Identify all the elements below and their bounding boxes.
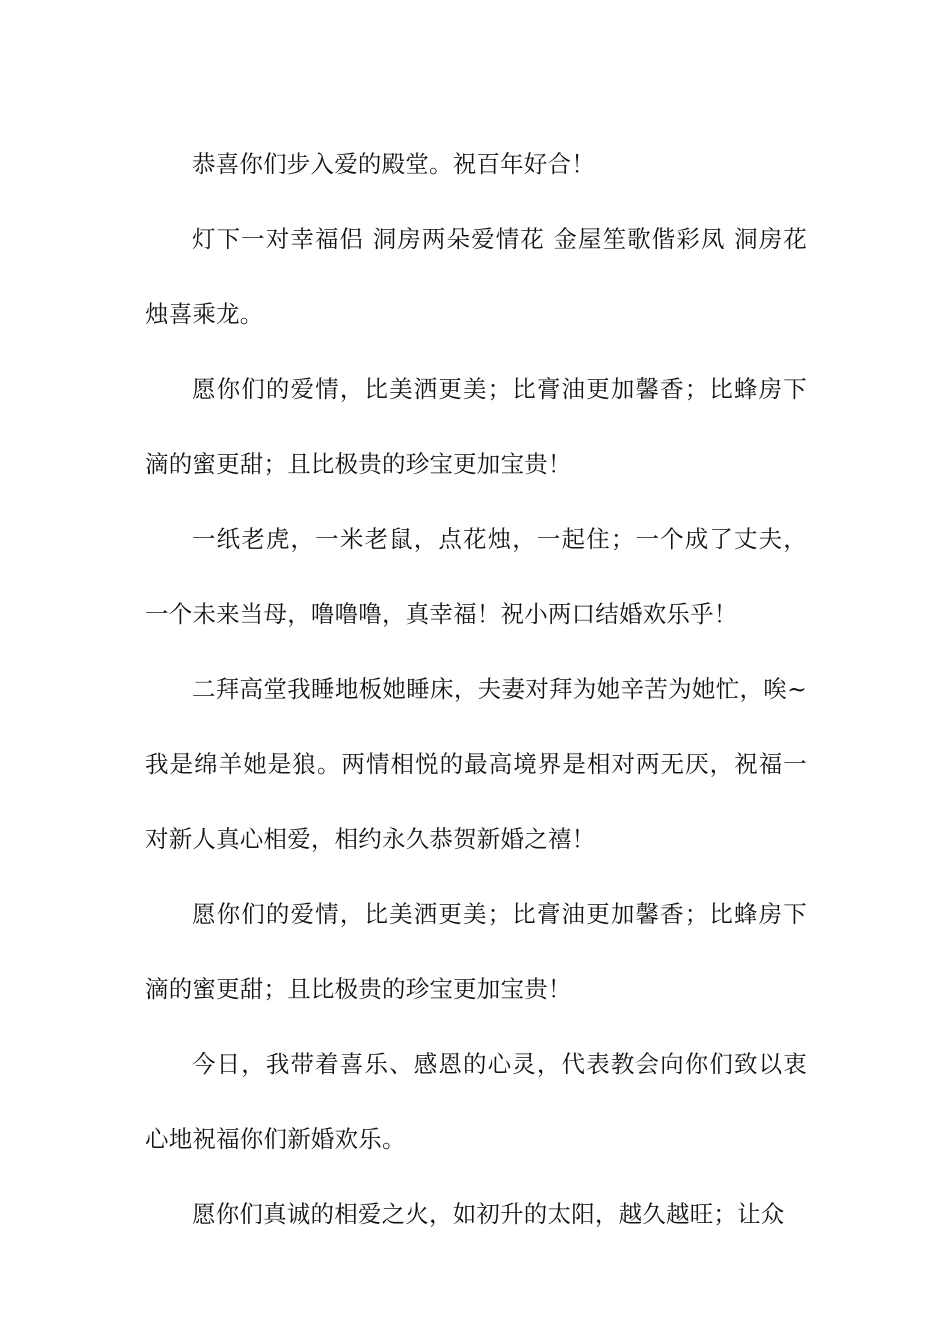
paragraph-7: 今日，我带着喜乐、感恩的心灵，代表教会向你们致以衷心地祝福你们新婚欢乐。	[145, 1050, 807, 1153]
paragraph-4: 一纸老虎，一米老鼠，点花烛，一起住；一个成了丈夫，一个未来当母，噜噜噜，真幸福！祝小两口结婚欢乐乎！	[145, 525, 807, 628]
paragraph-1: 恭喜你们步入爱的殿堂。祝百年好合！	[192, 150, 595, 178]
paragraph-3: 愿你们的爱情，比美洒更美；比膏油更加馨香；比蜂房下滴的蜜更甜；且比极贵的珍宝更加宝贵！	[145, 375, 807, 478]
paragraph-8: 愿你们真诚的相爱之火，如初升的太阳，越久越旺；让众	[192, 1200, 785, 1228]
document-body	[145, 127, 807, 1252]
paragraph-2: 灯下一对幸福侣 洞房两朵爱情花 金屋笙歌偕彩凤 洞房花烛喜乘龙。	[145, 225, 807, 328]
paragraph-5: 二拜高堂我睡地板她睡床，夫妻对拜为她辛苦为她忙，唉~我是绵羊她是狼。两情相悦的最高境界是相对两无厌，祝福一对新人真心相爱，相约永久恭贺新婚之禧！	[145, 675, 807, 853]
paragraph-6: 愿你们的爱情，比美洒更美；比膏油更加馨香；比蜂房下滴的蜜更甜；且比极贵的珍宝更加宝贵！	[145, 900, 807, 1003]
